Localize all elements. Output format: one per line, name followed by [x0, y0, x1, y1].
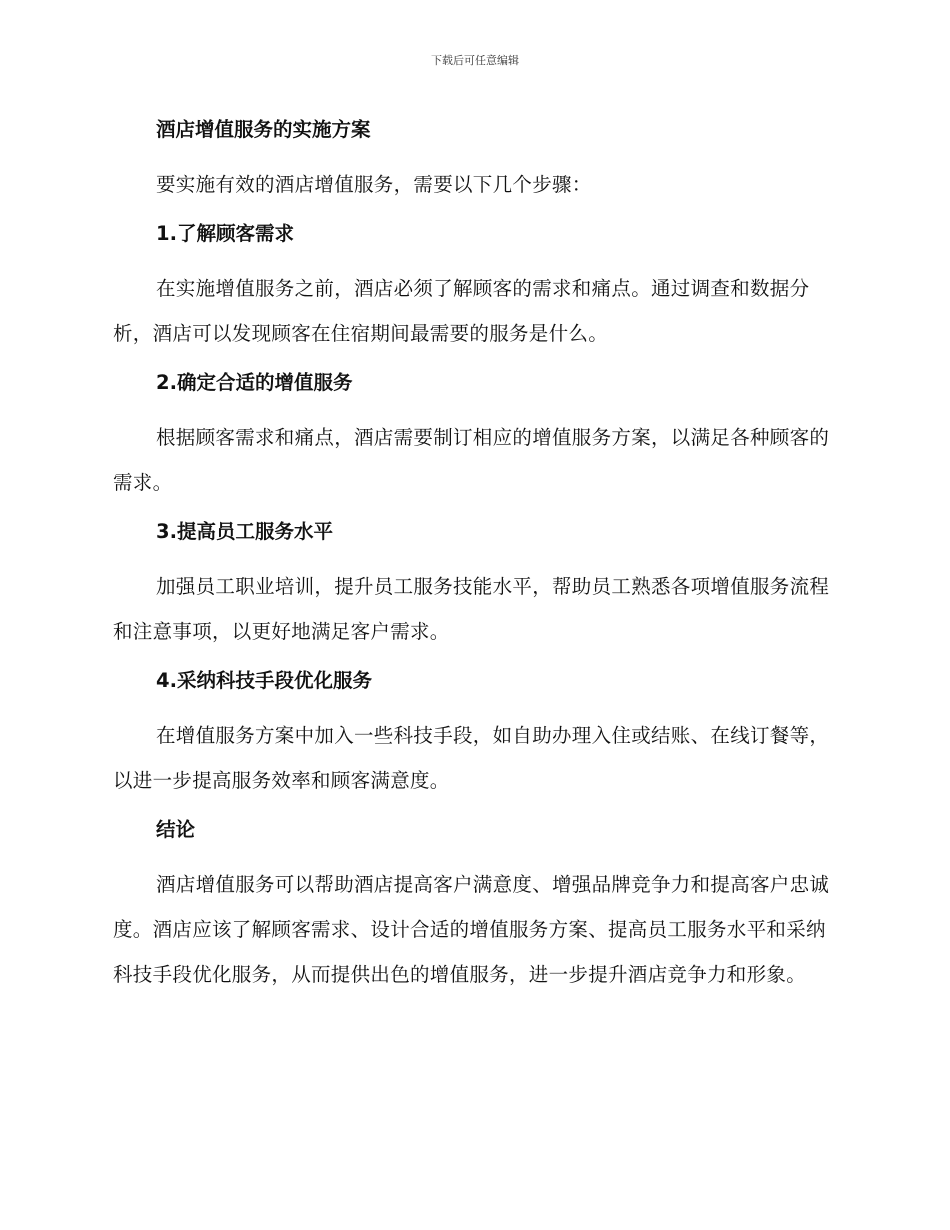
section-heading-4: 4.采纳科技手段优化服务 [156, 669, 372, 692]
section-body-4: 在增值服务方案中加入一些科技手段，如自助办理入住或结账、在线订餐等，以进一步提高服务效率和顾客满意度。 [113, 724, 830, 792]
document-title: 酒店增值服务的实施方案 [156, 118, 371, 141]
conclusion-heading: 结论 [156, 818, 196, 841]
section-body-1: 在实施增值服务之前，酒店必须了解顾客的需求和痛点。通过调查和数据分析，酒店可以发现顾客在住宿期间最需要的服务是什么。 [113, 277, 810, 345]
section-heading-3: 3.提高员工服务水平 [156, 520, 333, 543]
conclusion-body: 酒店增值服务可以帮助酒店提高客户满意度、增强品牌竞争力和提高客户忠诚度。酒店应该了解顾客需求、设计合适的增值服务方案、提高员工服务水平和采纳科技手段优化服务，从而提供出色的增值服务，进一步提升酒店竞争力和形象。 [113, 873, 830, 986]
section-body-2: 根据顾客需求和痛点，酒店需要制订相应的增值服务方案，以满足各种顾客的需求。 [113, 426, 830, 494]
document-body [113, 116, 831, 997]
section-heading-1: 1.了解顾客需求 [156, 222, 294, 245]
intro-paragraph: 要实施有效的酒店增值服务，需要以下几个步骤： [156, 173, 592, 196]
section-heading-2: 2.确定合适的增值服务 [156, 371, 353, 394]
section-body-3: 加强员工职业培训，提升员工服务技能水平，帮助员工熟悉各项增值服务流程和注意事项，以更好地满足客户需求。 [113, 575, 830, 643]
page-header: 下载后可任意编辑 [431, 54, 519, 67]
